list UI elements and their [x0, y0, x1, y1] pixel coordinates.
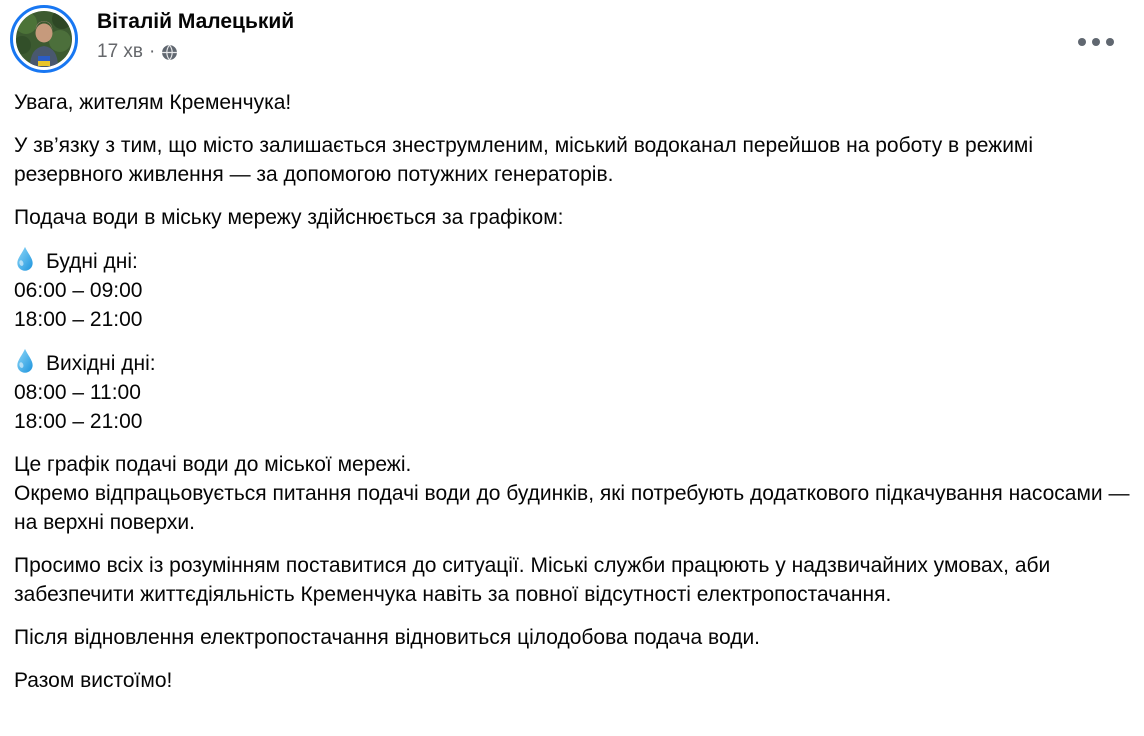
post-meta[interactable]	[97, 41, 294, 63]
author-name[interactable]: Віталій Малецький	[97, 10, 295, 33]
schedule-weekends	[14, 348, 1132, 436]
schedule-weekends-label: Вихідні дні:	[46, 352, 156, 375]
paragraph-intro: У зв’язку з тим, що місто залишається знеструмленим, міський водоканал перейшов на роботу в режимі резервного живлення — за допомогою потужних генераторів.	[14, 134, 1034, 186]
post-header	[10, 5, 1084, 73]
paragraph-schedule-note	[14, 450, 1132, 537]
schedule-weekdays-slot1: 06:00 – 09:00	[14, 279, 143, 302]
schedule-weekdays-slot2: 18:00 – 21:00	[14, 308, 143, 331]
meta-separator: ·	[149, 41, 156, 62]
schedule-weekends-slot2: 18:00 – 21:00	[14, 410, 143, 433]
globe-icon	[161, 44, 178, 61]
schedule-note-line1: Це графік подачі води до міської мережі.	[14, 453, 412, 476]
water-drop-icon	[14, 348, 36, 375]
schedule-weekends-header	[14, 348, 1132, 378]
avatar-photo	[16, 11, 72, 67]
paragraph-greeting: Увага, жителям Кременчука!	[14, 91, 292, 114]
post-body	[14, 88, 1132, 709]
schedule-weekends-slot1: 08:00 – 11:00	[14, 381, 141, 404]
schedule-note-line2: Окремо відпрацьовується питання подачі води до будинків, які потребують додаткового підкачування насосами — на верхні поверхи.	[14, 482, 1130, 534]
paragraph-appeal: Просимо всіх із розумінням поставитися до ситуації. Міські служби працюють у надзвичайних умовах, аби забезпечити життєдіяльність Кременчука навіть за повної відсутності електропостачання.	[14, 554, 1051, 606]
schedule-weekdays-header	[14, 246, 1132, 276]
ellipsis-dot	[1078, 38, 1086, 46]
paragraph-schedule-intro: Подача води в міську мережу здійснюється за графіком:	[14, 206, 564, 229]
water-drop-icon	[14, 246, 36, 273]
paragraph-closing: Разом вистоїмо!	[14, 669, 173, 692]
header-text	[97, 5, 294, 63]
schedule-weekdays	[14, 246, 1132, 334]
more-options-button[interactable]	[1074, 34, 1118, 50]
ellipsis-dot	[1106, 38, 1114, 46]
paragraph-restore: Після відновлення електропостачання відновиться цілодобова подача води.	[14, 626, 761, 649]
timestamp: 17 хв	[97, 41, 144, 62]
avatar[interactable]	[10, 5, 78, 73]
schedule-weekdays-label: Будні дні:	[46, 250, 138, 273]
ellipsis-dot	[1092, 38, 1100, 46]
